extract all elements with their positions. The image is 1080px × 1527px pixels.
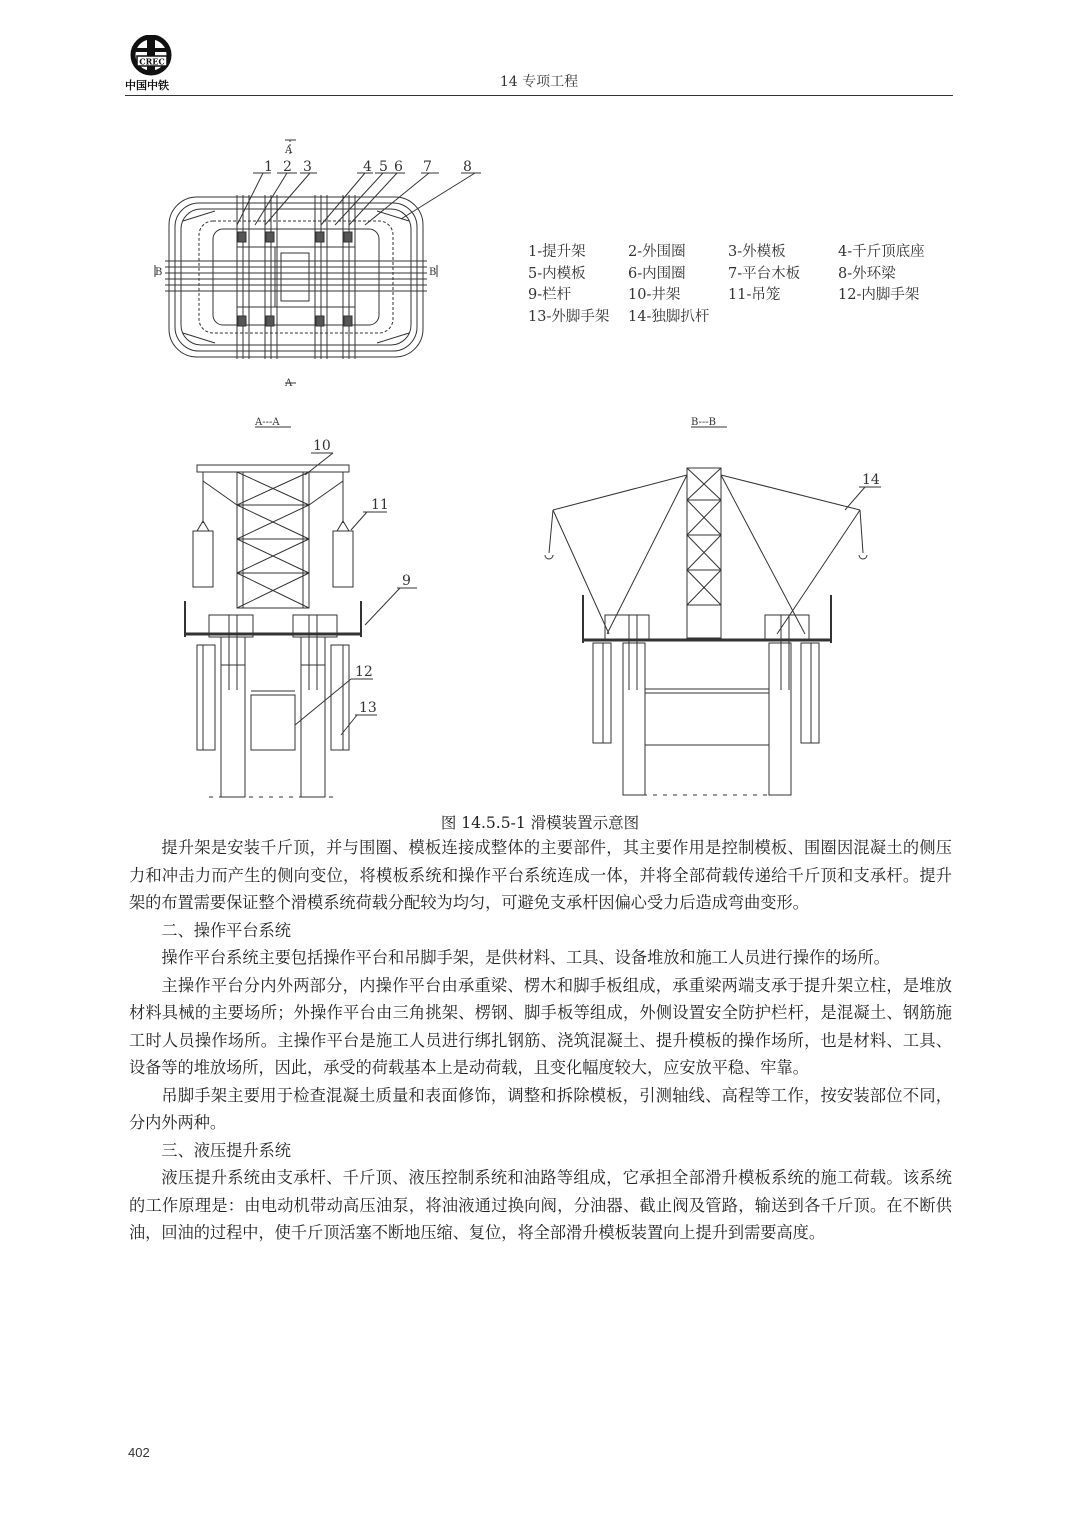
legend-item: 3-外模板: [728, 244, 786, 260]
legend-item: 10-井架: [628, 287, 681, 303]
section-heading: 三、液压提升系统: [161, 1140, 291, 1160]
paragraph: 提升架是安装千斤顶，并与围圈、模板连接成整体的主要部件，其主要作用是控制模板、围圈因混凝土的侧压力和冲击力而产生的侧向变位，将模板系统和操作平台系统连成一体，并将全部荷载传递给千斤顶和支承杆。提升架的布置需要保证整个滑模系统荷载分配较为均匀，可避免支承杆因偏心受力后造成弯曲变形。: [129, 838, 952, 912]
logo-mark-text: CREC: [139, 56, 165, 67]
figure-legend: [528, 242, 948, 328]
page-header: [125, 35, 953, 96]
paragraph: 吊脚手架主要用于检查混凝土质量和表面修饰，调整和拆除模板，引测轴线、高程等工作，按安装部位不同，分内外两种。: [129, 1085, 952, 1132]
paragraph: 液压提升系统由支承杆、千斤顶、液压控制系统和油路等组成，它承担全部滑升模板系统的施工荷载。该系统的工作原理是：由电动机带动高压油泵，将油液通过换向阀，分油器、截止阀及管路，输送到各千斤顶。在不断供油，回油的过程中，使千斤顶活塞不断地压缩、复位，将全部滑升模板装置向上提升到需要高度。: [129, 1168, 952, 1242]
callout-8: 8: [463, 159, 472, 175]
legend-item: 12-内脚手架: [838, 287, 920, 303]
figure-drawing: [125, 125, 955, 805]
plan-view: [155, 140, 481, 383]
logo-text: 中国中铁: [125, 79, 169, 92]
legend-item: 11-吊笼: [728, 287, 781, 303]
plan-mark-b-left: B: [155, 267, 163, 278]
plan-mark-a-top: A: [285, 145, 293, 156]
callout-13: 13: [359, 700, 377, 716]
section-a-a: [185, 427, 417, 797]
callout-2: 2: [283, 159, 292, 175]
legend-item: 2-外围圈: [628, 244, 686, 260]
section-title: 14 专项工程: [499, 74, 579, 90]
callout-9: 9: [402, 573, 411, 589]
plan-mark-a-bottom: A: [285, 378, 293, 389]
callout-11: 11: [371, 497, 389, 513]
callout-3: 3: [303, 159, 312, 175]
callout-4: 4: [363, 159, 372, 175]
callout-7: 7: [423, 159, 432, 175]
callout-5: 5: [379, 159, 388, 175]
section-aa-label: A---A: [255, 417, 280, 428]
legend-item: 5-内模板: [528, 265, 586, 282]
section-b-b: [545, 427, 881, 795]
legend-item: 1-提升架: [528, 244, 586, 260]
page-number: 402: [128, 1445, 150, 1460]
legend-row: [528, 307, 948, 329]
legend-row: [528, 242, 948, 264]
callout-6: 6: [394, 159, 403, 175]
legend-item: 14-独脚扒杆: [628, 308, 710, 325]
figure-caption: 图 14.5.5-1 滑模装置示意图: [440, 814, 640, 832]
callout-14: 14: [862, 472, 880, 488]
technical-drawing: [125, 125, 955, 805]
body-text: [129, 834, 952, 1247]
legend-row: [528, 264, 948, 286]
legend-item: 7-平台木板: [728, 265, 801, 282]
plan-mark-b-right: B: [429, 267, 437, 278]
paragraph: 主操作平台分内外两部分，内操作平台由承重梁、楞木和脚手板组成，承重梁两端支承于提升架立柱，是堆放材料具械的主要场所；外操作平台由三角挑架、楞钢、脚手板等组成，外侧设置安全防护栏杆，是混凝土、钢筋施工时人员操作场所。主操作平台是施工人员进行绑扎钢筋、浇筑混凝土、提升模板的操作场所，也是材料、工具、设备等的堆放场所，因此，承受的荷载基本上是动荷载，且变化幅度较大，应安放平稳、牢靠。: [129, 975, 952, 1077]
legend-item: 13-外脚手架: [528, 308, 610, 325]
callout-10: 10: [313, 438, 331, 454]
legend-row: [528, 285, 948, 307]
legend-item: 6-内围圈: [628, 265, 686, 282]
section-bb-label: B---B: [691, 417, 717, 428]
legend-item: 9-栏杆: [528, 287, 572, 303]
legend-item: 4-千斤顶底座: [838, 244, 925, 260]
callout-1: 1: [264, 159, 273, 175]
callout-12: 12: [355, 664, 373, 680]
legend-item: 8-外环梁: [838, 265, 896, 282]
section-heading: 二、操作平台系统: [161, 920, 291, 940]
paragraph: 操作平台系统主要包括操作平台和吊脚手架，是供材料、工具、设备堆放和施工人员进行操作的场所。: [161, 948, 890, 967]
